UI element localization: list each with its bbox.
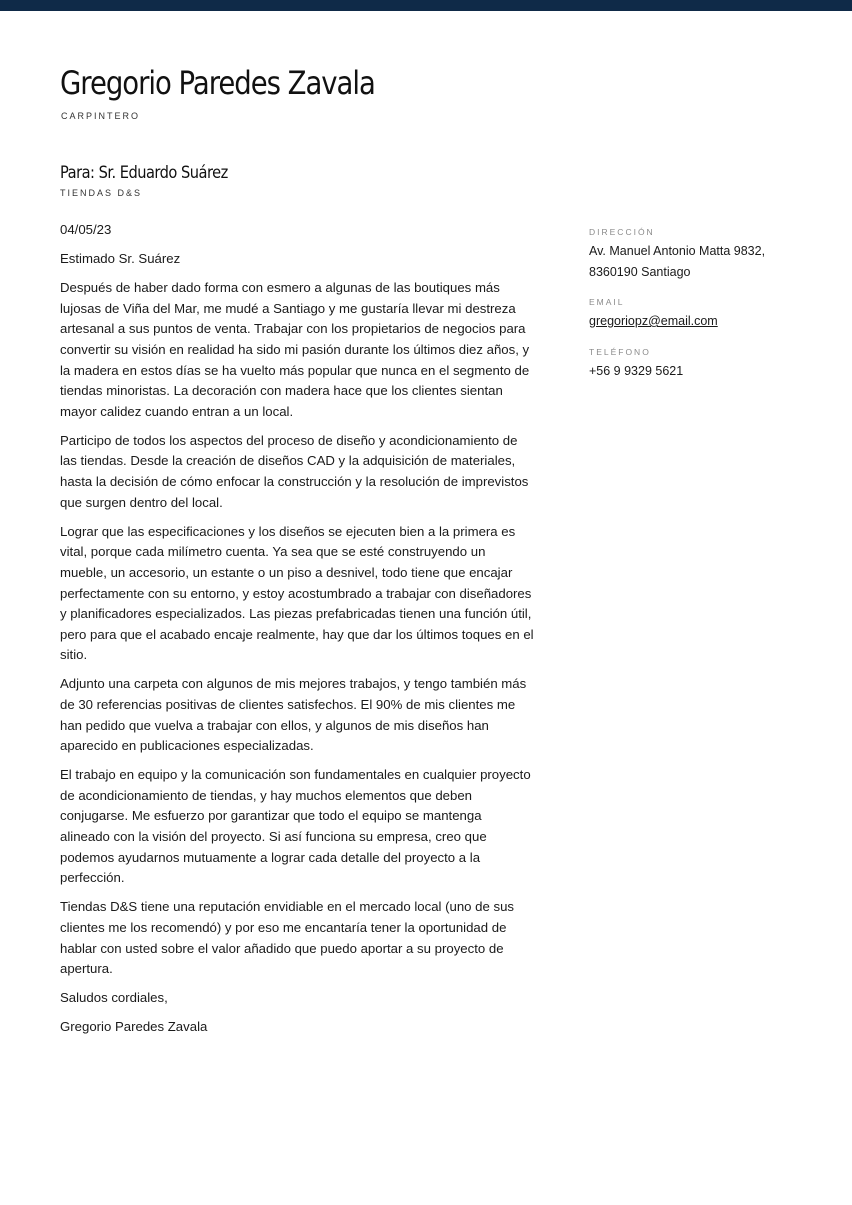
letter-paragraph: El trabajo en equipo y la comunicación son fundamentales en cualquier proyecto de acondicionamiento de tiendas, y hay muchos elementos que deben conjugarse. Me esfuerzo por garantizar que todo el equipo se mantenga alineado con la visión del proyecto. Si así funciona su empresa, creo que podemos ayudarnos mutuamente a lograr cada detalle del proyecto a la perfección.	[60, 767, 531, 886]
applicant-title: CARPINTERO	[61, 111, 141, 121]
letter-paragraph: Participo de todos los aspectos del proceso de diseño y acondicionamiento de las tiendas. Desde la creación de diseños CAD y la adquisición de materiales, hasta la decisión de cómo enfocar la construcción y la resolución de imprevistos que surgen dentro del local.	[60, 432, 529, 510]
letter-paragraph: Adjunto una carpeta con algunos de mis mejores trabajos, y tengo también más de 30 referencias positivas de clientes satisfechos. El 90% de mis clientes me han pedido que vuelva a trabajar con ellos, y algunos de mis diseños han aparecido en publicaciones especializadas.	[60, 676, 527, 754]
address-line-2: 8360190 Santiago	[589, 264, 691, 279]
applicant-name: Gregorio Paredes Zavala	[60, 64, 375, 102]
address-label: DIRECCIÓN	[589, 227, 655, 237]
email-link[interactable]: gregoriopz@email.com	[589, 314, 718, 328]
letter-closing: Saludos cordiales,	[60, 990, 168, 1006]
address-section	[589, 226, 829, 282]
contact-sidebar	[589, 226, 829, 381]
address-line-1: Av. Manuel Antonio Matta 9832,	[589, 244, 766, 258]
letter-signature: Gregorio Paredes Zavala	[60, 1019, 208, 1035]
letter-paragraph: Tiendas D&S tiene una reputación envidiable en el mercado local (uno de sus clientes me los recomendó) y por eso me encantaría tener la oportunidad de hablar con usted sobre el valor añadido que puedo aportar a su proyecto de apertura.	[60, 899, 515, 977]
recipient-company: TIENDAS D&S	[60, 188, 143, 198]
recipient-name: Para: Sr. Eduardo Suárez	[60, 163, 228, 183]
email-section	[589, 296, 829, 332]
letter-date: 04/05/23	[60, 222, 112, 237]
phone-section	[589, 346, 829, 382]
email-value	[589, 311, 829, 332]
top-accent-bar	[0, 0, 852, 11]
address-value	[589, 241, 829, 282]
letter-paragraph: Lograr que las especificaciones y los diseños se ejecuten bien a la primera es vital, porque cada milímetro cuenta. Ya sea que se esté construyendo un mueble, un accesorio, un estante o un piso a desnivel, todo tiene que encajar perfectamente con su entorno, y estoy acostumbrado a trabajar con diseñadores y planificadores especializados. Las piezas prefabricadas tienen una función útil, pero para que el acabado encaje realmente, hay que dar los últimos toques en el sitio.	[60, 523, 534, 663]
letter-salutation: Estimado Sr. Suárez	[60, 251, 181, 267]
phone-label: TELÉFONO	[589, 346, 651, 357]
email-label: EMAIL	[589, 297, 625, 307]
letter-paragraph: Después de haber dado forma con esmero a algunas de las boutiques más lujosas de Viña del Mar, me mudé a Santiago y me gustaría llevar mi destreza artesanal a sus puntos de venta. Trabajar con los propietarios de negocios para convertir su visión en realidad ha sido mi pasión durante los últimos diez años, y la madera en estos días se ha vuelto más popular que nunca en el segmento de tiendas minoristas. La decoración con madera hace que los clientes sientan mayor calidez cuando entran a un local.	[60, 280, 530, 419]
phone-value: +56 9 9329 5621	[589, 363, 684, 378]
letter-body	[60, 220, 534, 1046]
